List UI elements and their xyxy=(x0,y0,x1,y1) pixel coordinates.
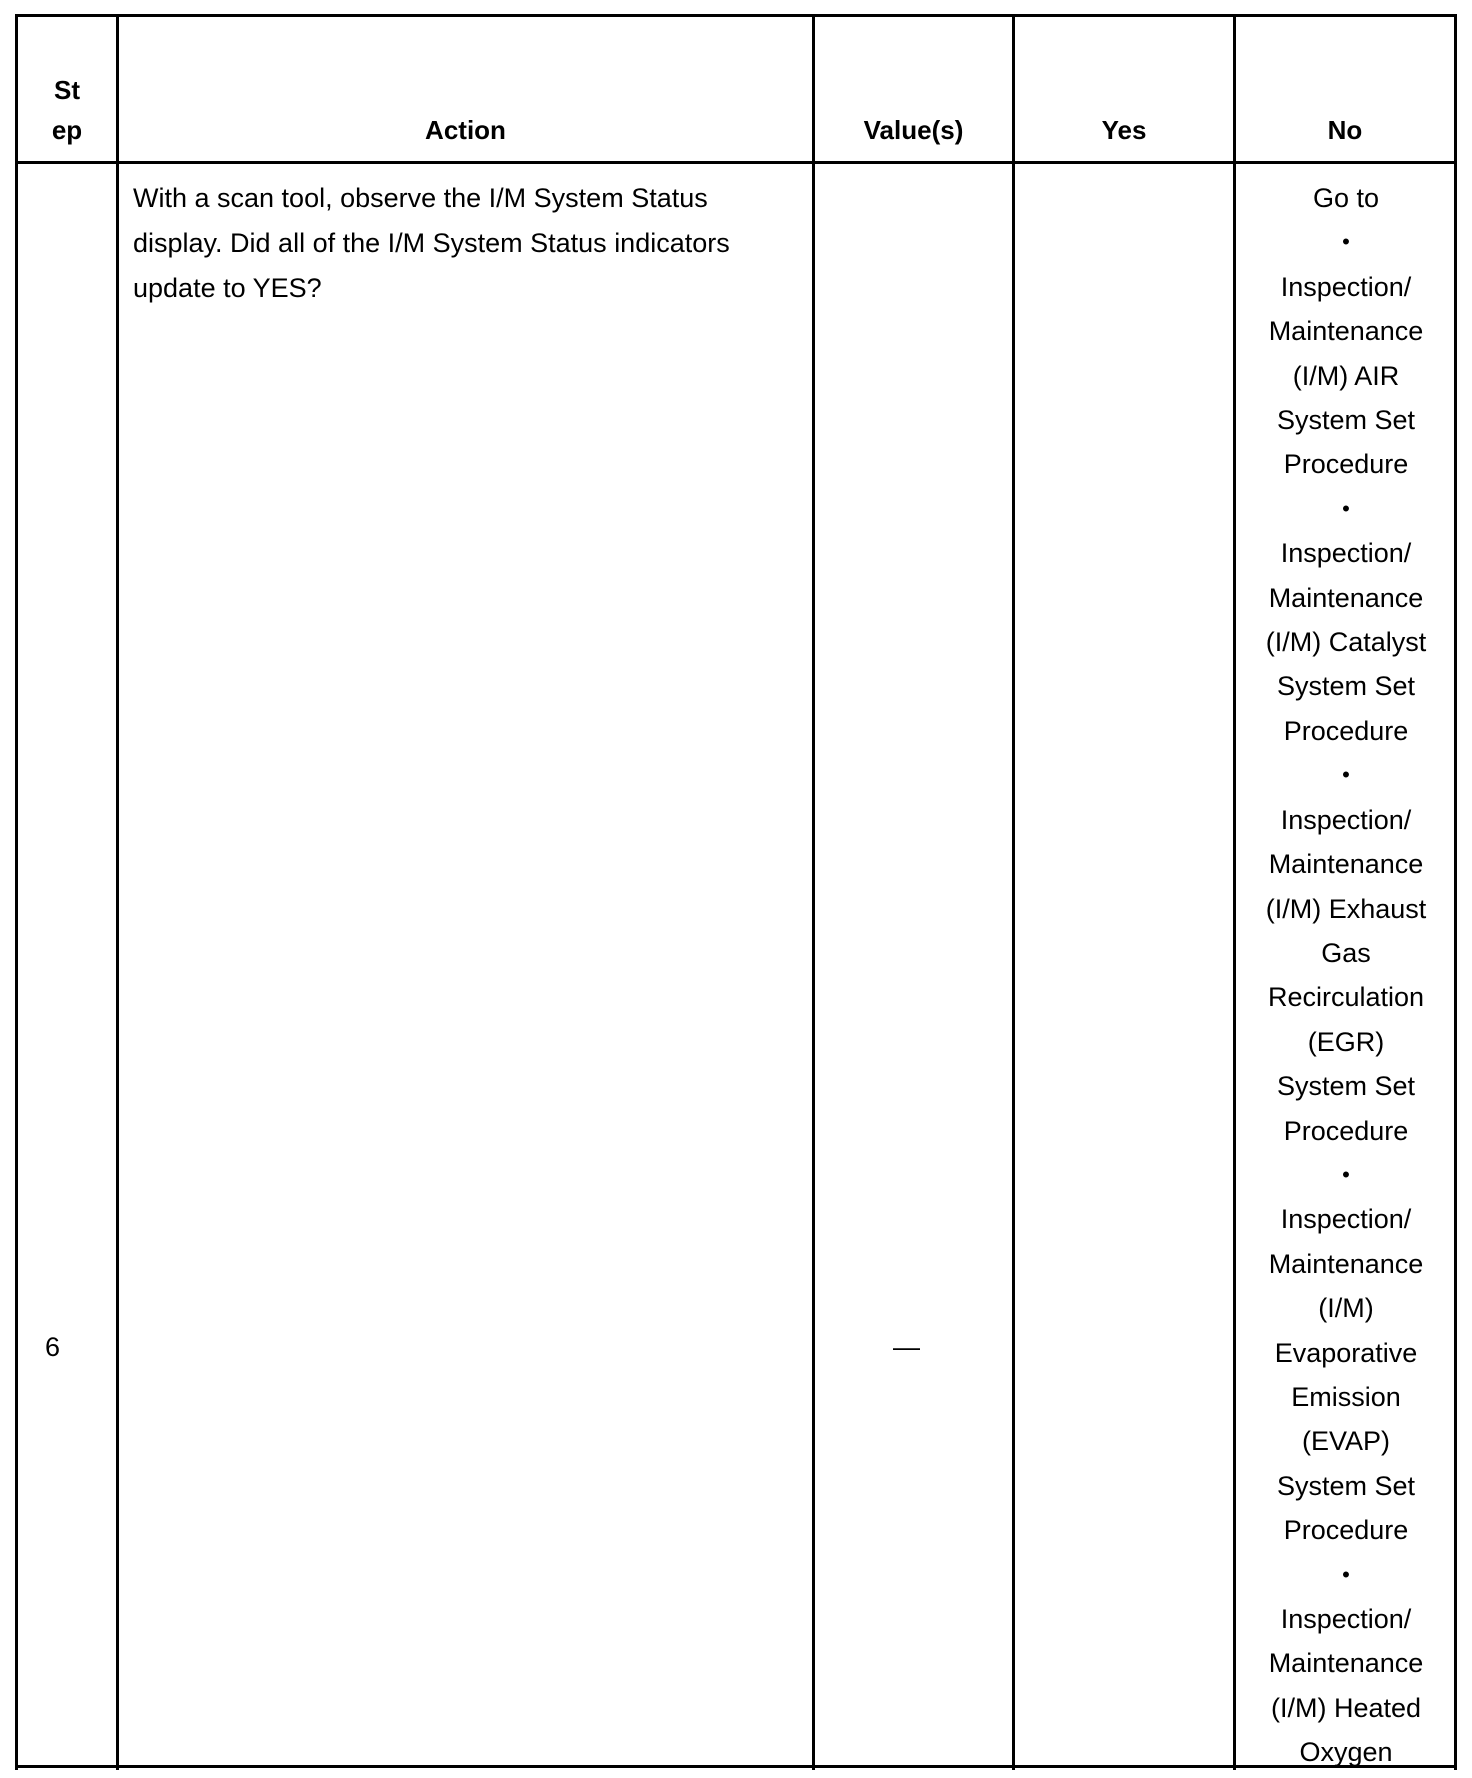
no-list-line: Procedure xyxy=(1283,1115,1409,1146)
table-border-top xyxy=(15,14,1457,17)
row-no-instructions xyxy=(1236,176,1456,1775)
no-list-line: Recirculation xyxy=(1267,982,1425,1013)
no-list-bullet: • xyxy=(1342,762,1350,788)
no-list-line: (EVAP) xyxy=(1301,1426,1390,1457)
no-list-line: Inspection/ xyxy=(1280,804,1412,835)
no-list-line: Gas xyxy=(1321,937,1371,968)
no-list-line: Go to xyxy=(1312,183,1380,213)
header-step-line-2: ep xyxy=(51,115,83,145)
no-list-line: Maintenance xyxy=(1268,1648,1424,1679)
no-list-line: Maintenance xyxy=(1268,316,1424,347)
row-action-text: With a scan tool, observe the I/M System Status display. Did all of the I/M System Status indicators update to YES? xyxy=(133,183,730,303)
no-list-line: Emission xyxy=(1291,1381,1401,1412)
no-list-line: (I/M) Catalyst xyxy=(1265,627,1427,658)
no-list-line: (I/M) Heated xyxy=(1270,1692,1422,1723)
no-list-line: System Set xyxy=(1276,405,1416,436)
table-border-left xyxy=(15,15,18,1770)
header-step-line-1: St xyxy=(54,75,80,105)
no-list-line: Inspection/ xyxy=(1280,271,1412,302)
no-list-bullet: • xyxy=(1342,495,1350,521)
column-divider-step-action xyxy=(116,15,119,1770)
row-values: — xyxy=(893,1332,920,1362)
no-list-line: Evaporative xyxy=(1274,1337,1418,1368)
row-step-number: 6 xyxy=(45,1332,61,1362)
no-list-bullet: • xyxy=(1342,229,1350,255)
header-values: Value(s) xyxy=(863,115,964,145)
no-list-bullet: • xyxy=(1342,1161,1350,1187)
no-list-line: Maintenance xyxy=(1268,582,1424,613)
header-divider xyxy=(15,161,1457,164)
no-list-line: Inspection/ xyxy=(1280,1204,1412,1235)
no-list-line: Procedure xyxy=(1283,1515,1409,1546)
no-list-line: (I/M) AIR xyxy=(1292,360,1400,391)
no-list-line: (I/M) xyxy=(1318,1293,1374,1324)
no-list-line: Procedure xyxy=(1283,449,1409,480)
no-list-line: System Set xyxy=(1276,1470,1416,1501)
no-list-line: Procedure xyxy=(1283,715,1409,746)
no-list-line: Maintenance xyxy=(1268,1248,1424,1279)
header-yes: Yes xyxy=(1101,115,1147,145)
no-list-line: System Set xyxy=(1276,1071,1416,1102)
header-step xyxy=(18,70,116,150)
no-list-line: Inspection/ xyxy=(1280,538,1412,569)
no-list-line: (I/M) Exhaust xyxy=(1265,893,1427,924)
no-list-line: Maintenance xyxy=(1268,849,1424,880)
header-action: Action xyxy=(425,115,506,145)
no-list-line: Inspection/ xyxy=(1280,1604,1412,1634)
no-list-line: (EGR) xyxy=(1307,1026,1385,1057)
no-list-line: System Set xyxy=(1276,671,1416,702)
header-no: No xyxy=(1327,115,1363,145)
no-list-bullet: • xyxy=(1342,1561,1350,1587)
no-list-line: Oxygen xyxy=(1299,1737,1393,1768)
column-divider-values-yes xyxy=(1012,15,1015,1770)
column-divider-action-values xyxy=(812,15,815,1770)
